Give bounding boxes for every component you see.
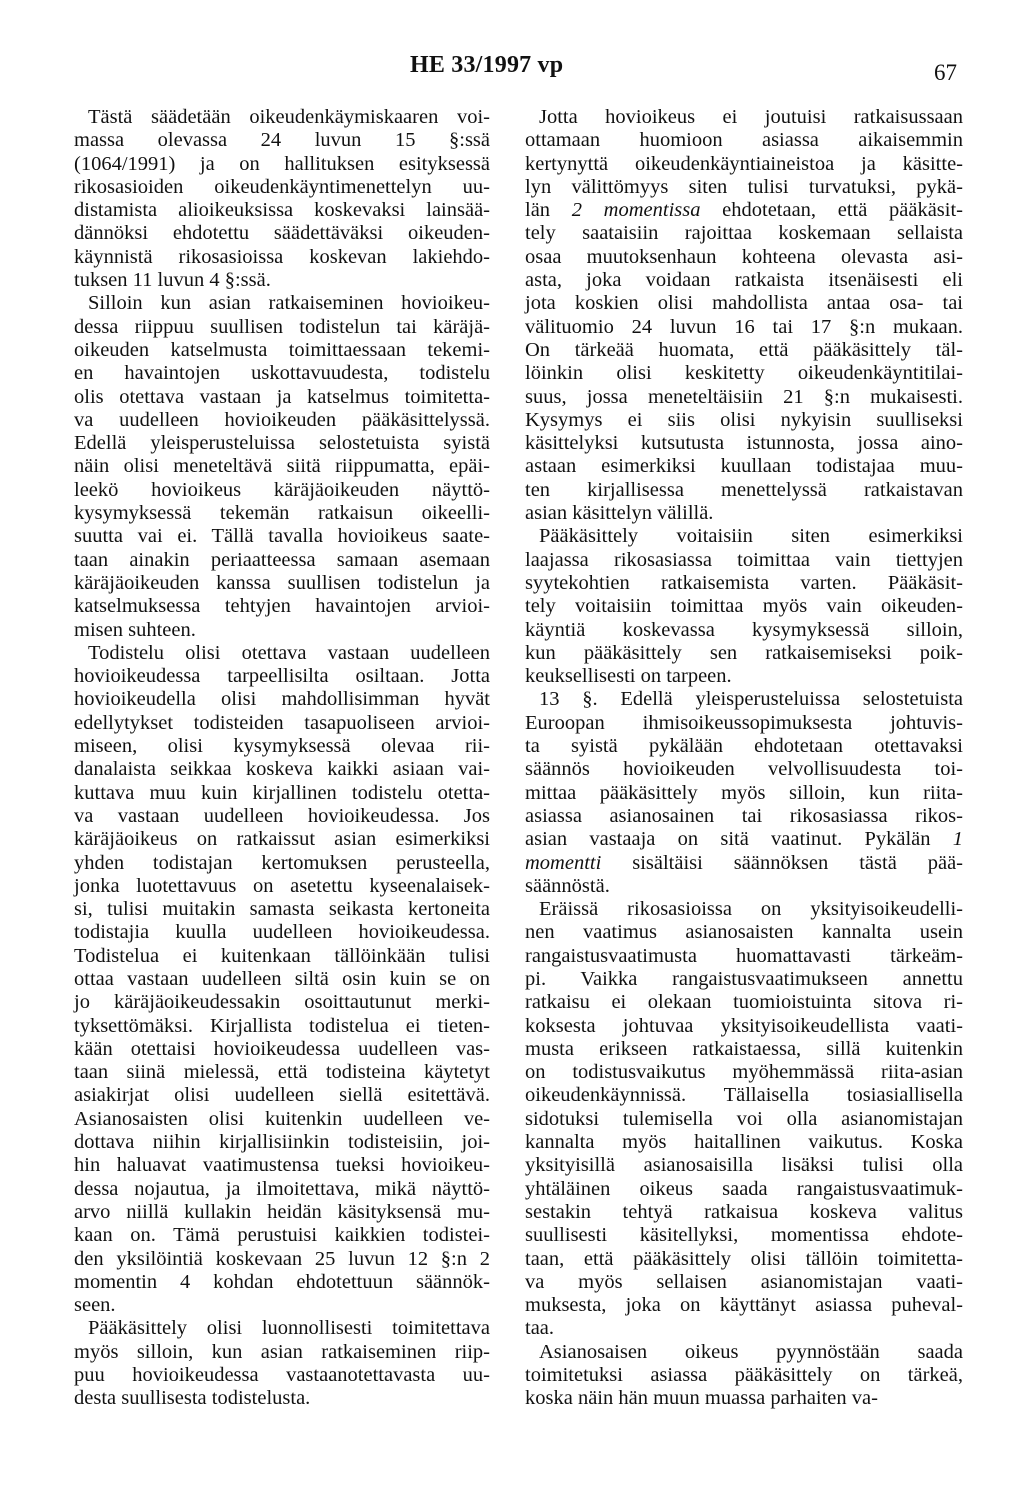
text-line: osaa muutoksenhaun kohteena olevasta asi- [525,245,963,268]
text-line: (1064/1991) ja on hallituksen esityksessä [74,152,490,175]
text-line: kaan on. Tämä perustuisi kaikkien todistei- [74,1224,490,1247]
text-line: asian käsittelyn välillä. [525,502,714,525]
text-line: miseen, olisi kysymyksessä olevaa rii- [74,735,490,758]
text-line: ratkaisu ei olekaan tuomioistuinta sitova ri- [525,991,963,1014]
text-line: ottaa vastaan uudelleen siltä osin kuin se on [74,967,490,990]
text-line: momentin 4 kohdan ehdotettuun säännök- [74,1270,490,1293]
text-line: massa olevassa 24 luvun 15 §:ssä [74,129,490,152]
paragraph [511,106,963,525]
text-line: rikosasioiden oikeudenkäyntimenettelyn uu- [74,175,490,198]
text-line: välituomio 24 luvun 16 tai 17 §:n mukaan. [525,315,963,338]
text-line: näin olisi meneteltävä siitä riippumatta, epäi- [74,455,490,478]
page-number: 67 [934,60,957,85]
text-line: dännöksi ehdotettu säädettäväksi oikeuden- [74,222,490,245]
text-line: yhden todistajan kertomuksen perusteella, [74,851,490,874]
text-line: ta syistä pykälään ehdotetaan otettavaksi [525,735,963,758]
text-line: musta erikseen ratkaistaessa, sillä kuitenkin [525,1037,963,1060]
text-line: oikeuden katselmusta toimittaessaan tekemi- [74,338,490,361]
page-header [0,52,1024,92]
text-line: va uudelleen hovioikeuden pääkäsittelyssä. [74,408,490,431]
document-id: HE 33/1997 vp [410,52,564,78]
text-line: tuksen 11 luvun 4 §:ssä. [74,269,271,292]
text-line: jota koskien olisi mahdollista antaa osa- tai [525,292,963,315]
text-line: tyksettömäksi. Kirjallista todistelua ei tieten- [74,1014,490,1037]
text-line: Kysymys ei siis olisi nykyisin suulliseksi [525,408,963,431]
text-line: suullisesti käsitellyksi, momentissa ehdote- [525,1224,963,1247]
text-line: käsittelyksi kutsutusta istunnosta, jossa aino- [525,432,963,455]
text-line: ottamaan huomioon asiassa aikaisemmin [525,129,963,152]
text-line: puu hovioikeudessa vastaanotettavasta uu- [74,1364,490,1387]
text-line: sidotuksi tulemisella voi olla asianomistajan [525,1107,963,1130]
text-line: koska näin hän muun muassa parhaiten va- [525,1387,878,1410]
text-line: Jotta hovioikeus ei joutuisi ratkaisussaan [539,106,963,128]
text-line: va vastaan uudelleen hovioikeudessa. Jos [74,804,490,827]
text-line: taan siinä mielessä, että todisteina käytetyt [74,1061,490,1084]
text-line: hin haluavat vaatimustensa tueksi hovioikeu- [74,1154,490,1177]
text-line: momentti sisältäisi säännöksen tästä pää- [525,851,963,874]
text-line: Pääkäsittely voitaisiin siten esimerkiksi [539,525,963,548]
text-line: dottava niihin kirjallisiinkin todisteisiin, joi- [74,1131,490,1154]
text-line: Silloin kun asian ratkaiseminen hovioikeu- [88,292,490,315]
text-line: kannalta myös haitallinen vaikutus. Koska [525,1131,963,1154]
text-line: kysymyksessä tekemän ratkaisun oikeelli- [74,502,490,525]
text-line: dessa riippuu suullisen todistelun tai käräjä- [74,315,490,338]
text-line: Todistelu olisi otettava vastaan uudelleen [88,641,490,664]
text-line: syytekohtien ratkaisemista varten. Pääkäsit- [525,571,963,594]
text-line: hovioikeudella olisi mahdollisimman hyvät [74,688,490,711]
text-line: rangaistusvaatimusta huomattavasti tärkeäm- [525,944,963,967]
text-line: asiassa asianosainen tai rikosasiassa rikos- [525,804,963,827]
text-line: misen suhteen. [74,618,196,641]
text-line: yksityisillä asianosaisilla lisäksi tulisi olla [525,1154,963,1177]
text-line: sestakin tehtyä ratkaisua koskeva valitus [525,1200,963,1223]
text-line: astaan esimerkiksi kuullaan todistajaa muu- [525,455,963,478]
text-line: asiakirjat olisi uudelleen siellä esitettävä. [74,1084,490,1107]
text-line: leekö hovioikeus käräjäoikeuden näyttö- [74,478,490,501]
text-line: suus, jossa meneteltäisiin 21 §:n mukaisesti. [525,385,963,408]
text-line: kun pääkäsittely sen ratkaisemiseksi poik- [525,641,963,664]
text-line: ten kirjallisessa menettelyssä ratkaistavan [525,478,963,501]
text-line: taan, että pääkäsittely olisi tällöin toimitetta- [525,1247,963,1270]
text-line: 13 §. Edellä yleisperusteluissa selostetuista [539,688,963,711]
text-line: tely voitaisiin toimittaa myös vain oikeuden- [525,595,963,618]
text-line: olis otettava vastaan ja katselmus toimitetta- [74,385,490,408]
text-line: desta suullisesta todistelusta. [74,1387,311,1410]
text-line: yhtäläinen oikeus saada rangaistusvaatimuk- [525,1177,963,1200]
text-line: distamista alioikeuksissa koskevaksi lainsää- [74,199,490,222]
text-line: mittaa pääkäsittely myös silloin, kun riita- [525,781,963,804]
text-line: dessa nojautua, ja ilmoitettava, mikä näyttö- [74,1177,490,1200]
text-line: Edellä yleisperusteluissa selostetuista syistä [74,432,490,455]
text-line: käräjäoikeus on ratkaissut asian esimerkiksi [74,828,490,851]
text-line: Pääkäsittely olisi luonnollisesti toimitettava [88,1317,490,1340]
text-line: toimitetuksi asiassa pääkäsittely on tärkeä, [525,1364,963,1387]
paragraph [511,525,963,688]
text-line: jo käräjäoikeudessakin osoittautunut merki- [74,991,490,1014]
text-line: edellytykset todisteiden tasapuoliseen arvioi- [74,711,490,734]
text-line: asian vastaaja on sitä vaatinut. Pykälän 1 [525,828,963,851]
text-line: jonka luotettavuus on asetettu kyseenalaisek- [74,874,490,897]
text-line: Asianosaisen oikeus pyynnöstään saada [539,1340,963,1363]
text-line: Todistelua ei kuitenkaan tällöinkään tulisi [74,944,490,967]
text-line: käynnistä rikosasioissa koskevan lakiehdo- [74,245,490,268]
text-line: löinkin olisi keskitetty oikeudenkäyntitilai- [525,362,963,385]
text-line: en havaintojen uskottavuudesta, todistelu [74,362,490,385]
text-line: muksesta, joka on käyttänyt asiassa puheval- [525,1294,963,1317]
right-text-column [511,106,963,1411]
text-line: on todistusvaikutus myöhemmässä riita-asian [525,1061,963,1084]
text-line: On tärkeää huomata, että pääkäsittely täl- [525,338,963,361]
left-text-column [60,106,490,1411]
text-line: kuttava muu kuin kirjallinen todistelu otetta- [74,781,490,804]
paragraph [60,1317,490,1410]
text-line: Eräissä rikosasioissa on yksityisoikeudelli- [539,898,963,921]
paragraph [60,642,490,1318]
text-line: käräjäoikeuden kanssa suullisen todistelun ja [74,571,490,594]
paragraph [60,292,490,641]
text-line: danalaista seikkaa koskeva kaikki asiaan vai- [74,758,490,781]
text-line: va myös sellaisen asianomistajan vaati- [525,1270,963,1293]
paragraph [511,688,963,898]
paragraph [511,898,963,1341]
text-line: Euroopan ihmisoikeussopimuksesta johtuvis- [525,711,963,734]
text-line: Asianosaisten olisi kuitenkin uudelleen ve- [74,1107,490,1130]
text-line: taan ainakin periaatteessa samaan asemaan [74,548,490,571]
text-line: kään otettaisi hovioikeudessa uudelleen vas- [74,1037,490,1060]
text-line: oikeudenkäynnissä. Tällaisella tosiasiallisella [525,1084,963,1107]
text-line: säännöstä. [525,874,610,897]
text-line: katselmuksessa tehtyjen havaintojen arvioi- [74,595,490,618]
text-line: lyn välittömyys siten tulisi turvatuksi, pykä- [525,175,963,198]
text-line: laajassa rikosasiassa toimittaa vain tiettyjen [525,548,963,571]
text-line: koksesta johtuvaa yksityisoikeudellista vaati- [525,1014,963,1037]
text-line: den yksilöintiä koskevaan 25 luvun 12 §:n 2 [74,1247,490,1270]
text-line: taa. [525,1317,555,1340]
text-line: kertynyttä oikeudenkäyntiaineistoa ja käsitte- [525,152,963,175]
text-line: seen. [74,1294,116,1317]
text-line: si, tulisi muitakin samasta seikasta kertoneita [74,898,490,921]
text-line: tely saataisiin rajoittaa koskemaan sellaista [525,222,963,245]
text-line: säännös hovioikeuden velvollisuudesta toi- [525,758,963,781]
text-line: käyntiä koskevassa kysymyksessä silloin, [525,618,963,641]
text-line: asta, joka voidaan ratkaista itsenäisesti eli [525,269,963,292]
text-line: keuksellisesti on tarpeen. [525,665,732,688]
text-line: län 2 momentissa ehdotetaan, että pääkäsit- [525,199,963,222]
paragraph [511,1341,963,1411]
text-line: Tästä säädetään oikeudenkäymiskaaren voi- [88,106,490,128]
text-line: suutta vai ei. Tällä tavalla hovioikeus saate- [74,525,490,548]
text-line: todistajia kuulla uudelleen hovioikeudessa. [74,921,490,944]
text-line: hovioikeudessa tarpeellisilta osiltaan. Jotta [74,665,490,688]
text-line: nen vaatimus asianosaisten kannalta usein [525,921,963,944]
text-line: myös silloin, kun asian ratkaiseminen riip- [74,1340,490,1363]
text-line: arvo niillä kullakin heidän käsityksensä mu- [74,1200,490,1223]
text-line: pi. Vaikka rangaistusvaatimukseen annettu [525,967,963,990]
paragraph [60,106,490,292]
